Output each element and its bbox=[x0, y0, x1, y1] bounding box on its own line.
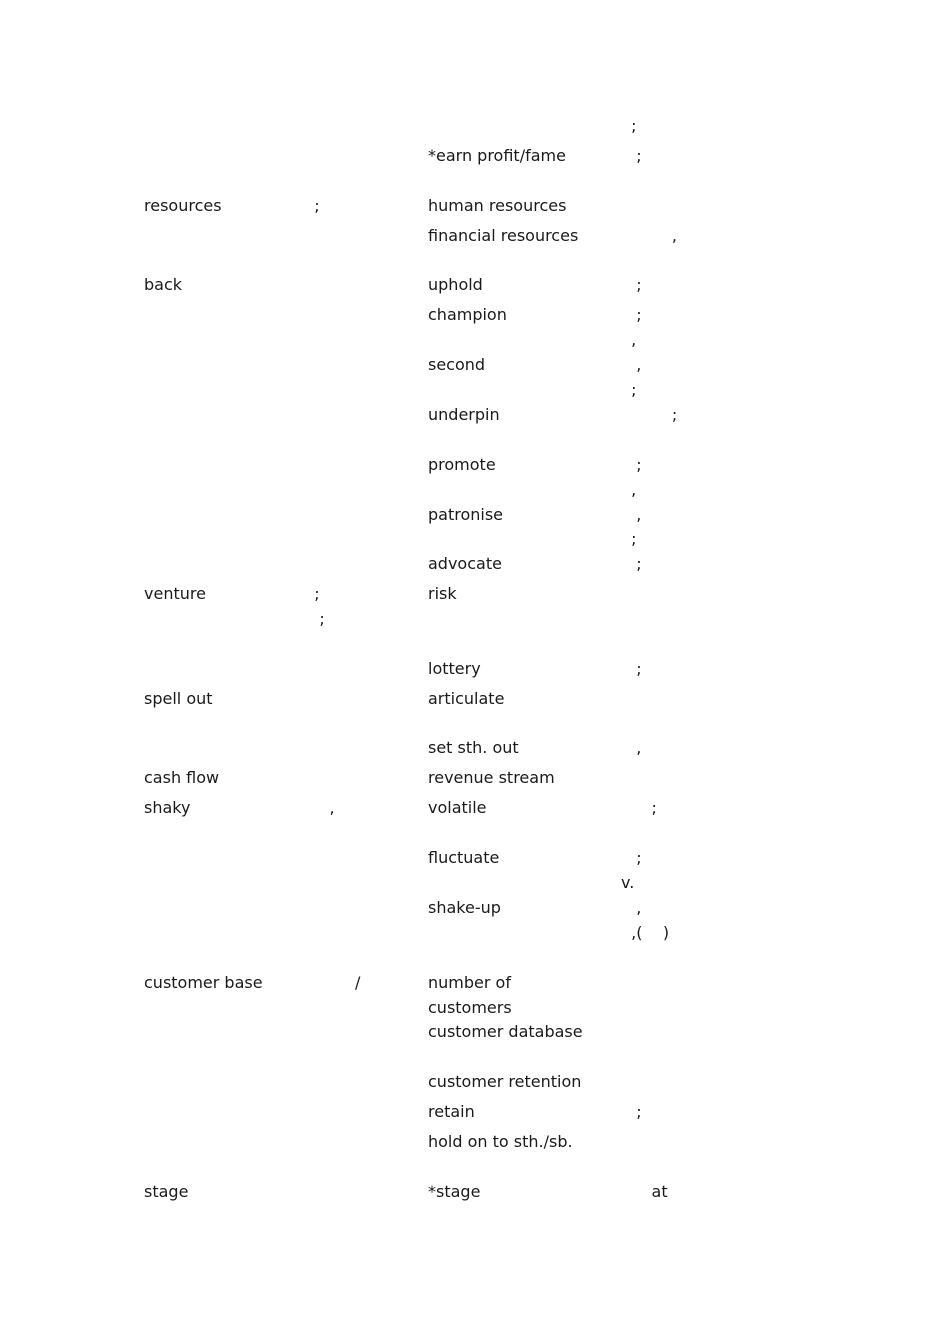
gloss-line: ; bbox=[621, 405, 678, 424]
headword: shaky bbox=[144, 798, 191, 817]
gloss-line bbox=[621, 947, 631, 967]
related-term: fluctuate bbox=[428, 848, 500, 867]
headword: stage bbox=[144, 1182, 189, 1201]
gloss-line: ; bbox=[621, 455, 647, 474]
gloss-line bbox=[621, 1132, 641, 1152]
related-term: uphold bbox=[428, 275, 483, 294]
meaning-line: ; bbox=[299, 584, 330, 603]
gloss-line bbox=[621, 1072, 641, 1092]
related-term: *stage bbox=[428, 1182, 481, 1201]
gloss-line: , bbox=[621, 226, 677, 245]
gloss-line: ; bbox=[621, 116, 647, 135]
related-term: human resources bbox=[428, 196, 567, 215]
meaning-line: , bbox=[299, 798, 340, 817]
meaning-line: ; bbox=[299, 609, 335, 628]
gloss-line: ; bbox=[621, 146, 652, 165]
headword: customer base bbox=[144, 973, 263, 992]
meaning-line bbox=[299, 823, 314, 843]
gloss-line bbox=[621, 713, 636, 733]
gloss-line: , bbox=[621, 355, 647, 374]
gloss-line: ; bbox=[621, 659, 652, 678]
related-term: volatile bbox=[428, 798, 487, 817]
related-term: hold on to sth./sb. bbox=[428, 1132, 573, 1151]
gloss-line bbox=[621, 973, 641, 993]
gloss-line bbox=[621, 1157, 626, 1177]
related-term: promote bbox=[428, 455, 496, 474]
gloss-line bbox=[621, 196, 641, 216]
meaning-line bbox=[299, 998, 309, 1018]
related-term: champion bbox=[428, 305, 507, 324]
gloss-line: , bbox=[621, 738, 652, 757]
gloss-line: ; bbox=[621, 554, 652, 573]
meaning-line bbox=[299, 713, 304, 733]
meaning-line bbox=[299, 634, 309, 654]
gloss-line bbox=[621, 171, 631, 191]
gloss-line bbox=[621, 1022, 641, 1042]
gloss-line: , bbox=[621, 505, 647, 524]
meaning-line: / bbox=[299, 973, 361, 992]
related-term: retain bbox=[428, 1102, 475, 1121]
gloss-line: , bbox=[621, 480, 647, 499]
related-term: financial resources bbox=[428, 226, 579, 245]
meaning-line bbox=[299, 275, 314, 295]
related-term: set sth. out bbox=[428, 738, 519, 757]
gloss-line: ; bbox=[621, 275, 652, 294]
gloss-line bbox=[621, 823, 631, 843]
related-term: revenue stream bbox=[428, 768, 555, 787]
gloss-line: v. bbox=[621, 873, 635, 892]
related-term: number of bbox=[428, 973, 511, 992]
gloss-line: ; bbox=[621, 380, 647, 399]
gloss-line: ; bbox=[621, 848, 652, 867]
gloss-line: ; bbox=[621, 529, 647, 548]
related-term: lottery bbox=[428, 659, 481, 678]
headword: spell out bbox=[144, 689, 213, 708]
related-term: customer retention bbox=[428, 1072, 582, 1091]
related-term: shake-up bbox=[428, 898, 501, 917]
related-term: articulate bbox=[428, 689, 505, 708]
meaning-line bbox=[299, 1182, 314, 1202]
related-term: underpin bbox=[428, 405, 500, 424]
meaning-line: ; bbox=[299, 196, 330, 215]
related-term: risk bbox=[428, 584, 457, 603]
headword: resources bbox=[144, 196, 222, 215]
meaning-line bbox=[299, 689, 319, 709]
gloss-line: ; bbox=[621, 305, 647, 324]
headword: cash flow bbox=[144, 768, 220, 787]
headword: back bbox=[144, 275, 183, 294]
gloss-line: at bbox=[621, 1182, 668, 1201]
gloss-line bbox=[621, 768, 636, 788]
related-term: advocate bbox=[428, 554, 502, 573]
related-term: patronise bbox=[428, 505, 504, 524]
related-term: second bbox=[428, 355, 486, 374]
related-term: customer database bbox=[428, 1022, 583, 1041]
gloss-line bbox=[621, 584, 636, 604]
gloss-line bbox=[621, 689, 641, 709]
related-term: customers bbox=[428, 998, 512, 1017]
headword: venture bbox=[144, 584, 206, 603]
meaning-line bbox=[299, 768, 314, 788]
gloss-line: ; bbox=[621, 1102, 652, 1121]
gloss-line: , bbox=[621, 330, 647, 349]
gloss-line: ,( ) bbox=[621, 923, 670, 942]
related-term: *earn profit/fame bbox=[428, 146, 566, 165]
gloss-line: ; bbox=[621, 798, 662, 817]
gloss-line: , bbox=[621, 898, 647, 917]
gloss-line bbox=[621, 429, 631, 449]
gloss-line bbox=[621, 250, 626, 270]
gloss-line bbox=[621, 1047, 626, 1067]
